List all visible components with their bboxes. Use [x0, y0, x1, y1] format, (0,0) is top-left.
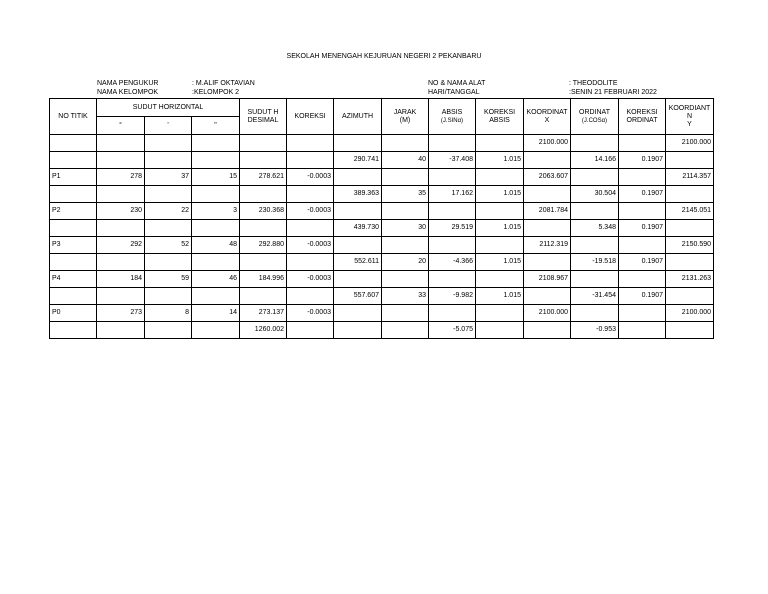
cell-koreksi-ordinat [619, 271, 666, 288]
cell-koreksi [287, 220, 334, 237]
header-koordinat-y: KOORDIANT N Y [666, 99, 714, 135]
cell-koreksi-ordinat: 0.1907 [619, 186, 666, 203]
cell-koreksi-ordinat [619, 305, 666, 322]
cell-koordinat-y [666, 254, 714, 271]
table-row [50, 288, 714, 305]
cell-no-titik [50, 135, 97, 152]
cell-minutes: 22 [145, 203, 192, 220]
cell-azimuth [334, 203, 382, 220]
cell-koreksi [287, 322, 334, 339]
cell-koordinat-y: 2150.590 [666, 237, 714, 254]
cell-degrees [97, 152, 145, 169]
cell-koordinat-x [524, 288, 571, 305]
cell-azimuth [334, 169, 382, 186]
cell-koordinat-y [666, 322, 714, 339]
table-row [50, 203, 714, 220]
header-minutes: ' [145, 117, 192, 135]
table-body [50, 135, 714, 339]
cell-seconds [192, 220, 240, 237]
cell-seconds: 14 [192, 305, 240, 322]
cell-absis: -4.366 [429, 254, 476, 271]
cell-koreksi [287, 135, 334, 152]
cell-degrees: 278 [97, 169, 145, 186]
cell-koordinat-y: 2100.000 [666, 305, 714, 322]
cell-koreksi: -0.0003 [287, 203, 334, 220]
cell-sudut-desimal: 184.996 [240, 271, 287, 288]
cell-ordinat [571, 169, 619, 186]
cell-degrees [97, 254, 145, 271]
cell-koordinat-y: 2114.357 [666, 169, 714, 186]
header-no-titik: NO TITIK [50, 99, 97, 135]
cell-minutes [145, 322, 192, 339]
cell-jarak [382, 135, 429, 152]
cell-seconds: 3 [192, 203, 240, 220]
cell-degrees [97, 322, 145, 339]
cell-azimuth [334, 135, 382, 152]
cell-ordinat [571, 135, 619, 152]
cell-jarak [382, 305, 429, 322]
cell-no-titik [50, 322, 97, 339]
cell-minutes [145, 254, 192, 271]
cell-jarak: 33 [382, 288, 429, 305]
cell-koordinat-x: 2100.000 [524, 305, 571, 322]
cell-koordinat-y: 2145.051 [666, 203, 714, 220]
cell-ordinat [571, 271, 619, 288]
cell-koreksi-ordinat: 0.1907 [619, 254, 666, 271]
cell-koreksi: -0.0003 [287, 305, 334, 322]
header-koreksi-ordinat: KOREKSI ORDINAT [619, 99, 666, 135]
cell-absis: 29.519 [429, 220, 476, 237]
cell-koreksi [287, 254, 334, 271]
cell-koordinat-x [524, 186, 571, 203]
cell-koordinat-y [666, 220, 714, 237]
cell-absis [429, 203, 476, 220]
cell-koreksi: -0.0003 [287, 237, 334, 254]
cell-absis [429, 237, 476, 254]
table-row [50, 135, 714, 152]
cell-minutes [145, 288, 192, 305]
cell-minutes: 37 [145, 169, 192, 186]
cell-absis [429, 135, 476, 152]
cell-jarak [382, 203, 429, 220]
cell-jarak [382, 169, 429, 186]
cell-koreksi-absis: 1.015 [476, 288, 524, 305]
cell-degrees [97, 135, 145, 152]
cell-sudut-desimal: 273.137 [240, 305, 287, 322]
cell-azimuth [334, 237, 382, 254]
cell-seconds [192, 152, 240, 169]
table-row [50, 152, 714, 169]
cell-koreksi-ordinat [619, 169, 666, 186]
cell-koordinat-x: 2112.319 [524, 237, 571, 254]
cell-sudut-desimal [240, 186, 287, 203]
cell-absis: -5.075 [429, 322, 476, 339]
cell-sudut-desimal: 230.368 [240, 203, 287, 220]
table-row [50, 169, 714, 186]
cell-seconds [192, 288, 240, 305]
cell-koordinat-y [666, 152, 714, 169]
cell-azimuth [334, 322, 382, 339]
cell-koordinat-y [666, 186, 714, 203]
cell-minutes [145, 135, 192, 152]
cell-koreksi [287, 288, 334, 305]
table-header [50, 99, 714, 135]
cell-koreksi-ordinat [619, 237, 666, 254]
cell-minutes [145, 220, 192, 237]
cell-koreksi-absis: 1.015 [476, 152, 524, 169]
header-absis: ABSIS (J.SINα) [429, 99, 476, 135]
cell-azimuth [334, 271, 382, 288]
cell-azimuth: 439.730 [334, 220, 382, 237]
kelompok-value: :KELOMPOK 2 [192, 89, 240, 96]
cell-minutes: 59 [145, 271, 192, 288]
cell-sudut-desimal [240, 220, 287, 237]
header-koreksi: KOREKSI [287, 99, 334, 135]
cell-absis: -37.408 [429, 152, 476, 169]
cell-degrees [97, 220, 145, 237]
cell-koreksi-ordinat: 0.1907 [619, 152, 666, 169]
cell-minutes [145, 186, 192, 203]
cell-azimuth: 389.363 [334, 186, 382, 203]
cell-koreksi [287, 152, 334, 169]
document-title: SEKOLAH MENENGAH KEJURUAN NEGERI 2 PEKANBARU [286, 53, 482, 60]
cell-sudut-desimal: 292.880 [240, 237, 287, 254]
cell-koreksi-absis [476, 135, 524, 152]
cell-degrees: 273 [97, 305, 145, 322]
cell-absis [429, 271, 476, 288]
cell-minutes: 52 [145, 237, 192, 254]
cell-koreksi-ordinat: 0.1907 [619, 220, 666, 237]
cell-no-titik: P2 [50, 203, 97, 220]
tanggal-label: HARI/TANGGAL [428, 89, 480, 96]
cell-koordinat-x [524, 220, 571, 237]
cell-koreksi-absis [476, 271, 524, 288]
alat-label: NO & NAMA ALAT [428, 80, 486, 87]
cell-sudut-desimal [240, 288, 287, 305]
cell-ordinat: -31.454 [571, 288, 619, 305]
header-sudut-horizontal: SUDUT HORIZONTAL [97, 99, 240, 117]
cell-koordinat-x [524, 152, 571, 169]
cell-ordinat [571, 305, 619, 322]
cell-koreksi-ordinat [619, 322, 666, 339]
cell-koreksi-ordinat [619, 203, 666, 220]
header-degrees: ° [97, 117, 145, 135]
cell-degrees: 184 [97, 271, 145, 288]
cell-koreksi-absis [476, 169, 524, 186]
kelompok-label: NAMA KELOMPOK [97, 89, 159, 96]
cell-ordinat: 30.504 [571, 186, 619, 203]
pengukur-value: : M.ALIF OKTAVIAN [192, 80, 255, 87]
cell-azimuth: 557.607 [334, 288, 382, 305]
cell-seconds [192, 135, 240, 152]
cell-no-titik [50, 254, 97, 271]
cell-absis: -9.982 [429, 288, 476, 305]
cell-seconds: 48 [192, 237, 240, 254]
cell-koordinat-x [524, 322, 571, 339]
cell-ordinat: 5.348 [571, 220, 619, 237]
cell-seconds [192, 186, 240, 203]
cell-minutes [145, 152, 192, 169]
cell-sudut-desimal: 278.621 [240, 169, 287, 186]
cell-no-titik: P1 [50, 169, 97, 186]
cell-degrees [97, 288, 145, 305]
cell-jarak: 20 [382, 254, 429, 271]
cell-koordinat-y: 2131.263 [666, 271, 714, 288]
cell-degrees: 292 [97, 237, 145, 254]
cell-no-titik [50, 152, 97, 169]
cell-koordinat-x: 2081.784 [524, 203, 571, 220]
survey-table [49, 98, 714, 339]
cell-sudut-desimal: 1260.002 [240, 322, 287, 339]
cell-jarak: 35 [382, 186, 429, 203]
header-jarak: JARAK (M) [382, 99, 429, 135]
table-row [50, 271, 714, 288]
cell-koreksi-ordinat: 0.1907 [619, 288, 666, 305]
pengukur-label: NAMA PENGUKUR [97, 80, 159, 87]
cell-ordinat: -0.953 [571, 322, 619, 339]
header-ordinat: ORDINAT (J.COSα) [571, 99, 619, 135]
cell-ordinat: 14.166 [571, 152, 619, 169]
cell-koordinat-x: 2063.607 [524, 169, 571, 186]
cell-jarak: 30 [382, 220, 429, 237]
cell-ordinat [571, 203, 619, 220]
cell-koreksi-absis [476, 203, 524, 220]
cell-no-titik: P0 [50, 305, 97, 322]
cell-koordinat-y [666, 288, 714, 305]
cell-minutes: 8 [145, 305, 192, 322]
cell-no-titik: P4 [50, 271, 97, 288]
cell-no-titik [50, 186, 97, 203]
cell-azimuth: 552.611 [334, 254, 382, 271]
cell-degrees [97, 186, 145, 203]
cell-seconds: 46 [192, 271, 240, 288]
table-row [50, 305, 714, 322]
cell-koreksi: -0.0003 [287, 169, 334, 186]
cell-jarak [382, 322, 429, 339]
table-row [50, 237, 714, 254]
cell-seconds: 15 [192, 169, 240, 186]
cell-koreksi-absis [476, 305, 524, 322]
cell-sudut-desimal [240, 254, 287, 271]
cell-absis [429, 169, 476, 186]
tanggal-value: :SENIN 21 FEBRUARI 2022 [569, 89, 657, 96]
cell-no-titik: P3 [50, 237, 97, 254]
cell-jarak: 40 [382, 152, 429, 169]
cell-azimuth: 290.741 [334, 152, 382, 169]
cell-koreksi-absis: 1.015 [476, 220, 524, 237]
cell-no-titik [50, 288, 97, 305]
cell-koreksi-absis [476, 322, 524, 339]
cell-koordinat-y: 2100.000 [666, 135, 714, 152]
header-koordinat-x: KOORDINAT X [524, 99, 571, 135]
header-azimuth: AZIMUTH [334, 99, 382, 135]
header-koreksi-absis: KOREKSI ABSIS [476, 99, 524, 135]
cell-absis: 17.162 [429, 186, 476, 203]
table-row [50, 322, 714, 339]
cell-koreksi-absis: 1.015 [476, 186, 524, 203]
cell-sudut-desimal [240, 152, 287, 169]
header-seconds: " [192, 117, 240, 135]
cell-koordinat-x: 2108.967 [524, 271, 571, 288]
table-row [50, 186, 714, 203]
cell-koreksi-absis: 1.015 [476, 254, 524, 271]
cell-ordinat: -19.518 [571, 254, 619, 271]
cell-jarak [382, 237, 429, 254]
cell-sudut-desimal [240, 135, 287, 152]
cell-seconds [192, 254, 240, 271]
cell-no-titik [50, 220, 97, 237]
alat-value: : THEODOLITE [569, 80, 618, 87]
cell-degrees: 230 [97, 203, 145, 220]
cell-koreksi [287, 186, 334, 203]
cell-jarak [382, 271, 429, 288]
header-sudut-h-desimal: SUDUT H DESIMAL [240, 99, 287, 135]
table-row [50, 254, 714, 271]
cell-koordinat-x [524, 254, 571, 271]
cell-koordinat-x: 2100.000 [524, 135, 571, 152]
table-row [50, 220, 714, 237]
cell-ordinat [571, 237, 619, 254]
cell-koreksi-ordinat [619, 135, 666, 152]
cell-seconds [192, 322, 240, 339]
cell-koreksi-absis [476, 237, 524, 254]
cell-azimuth [334, 305, 382, 322]
cell-absis [429, 305, 476, 322]
cell-koreksi: -0.0003 [287, 271, 334, 288]
